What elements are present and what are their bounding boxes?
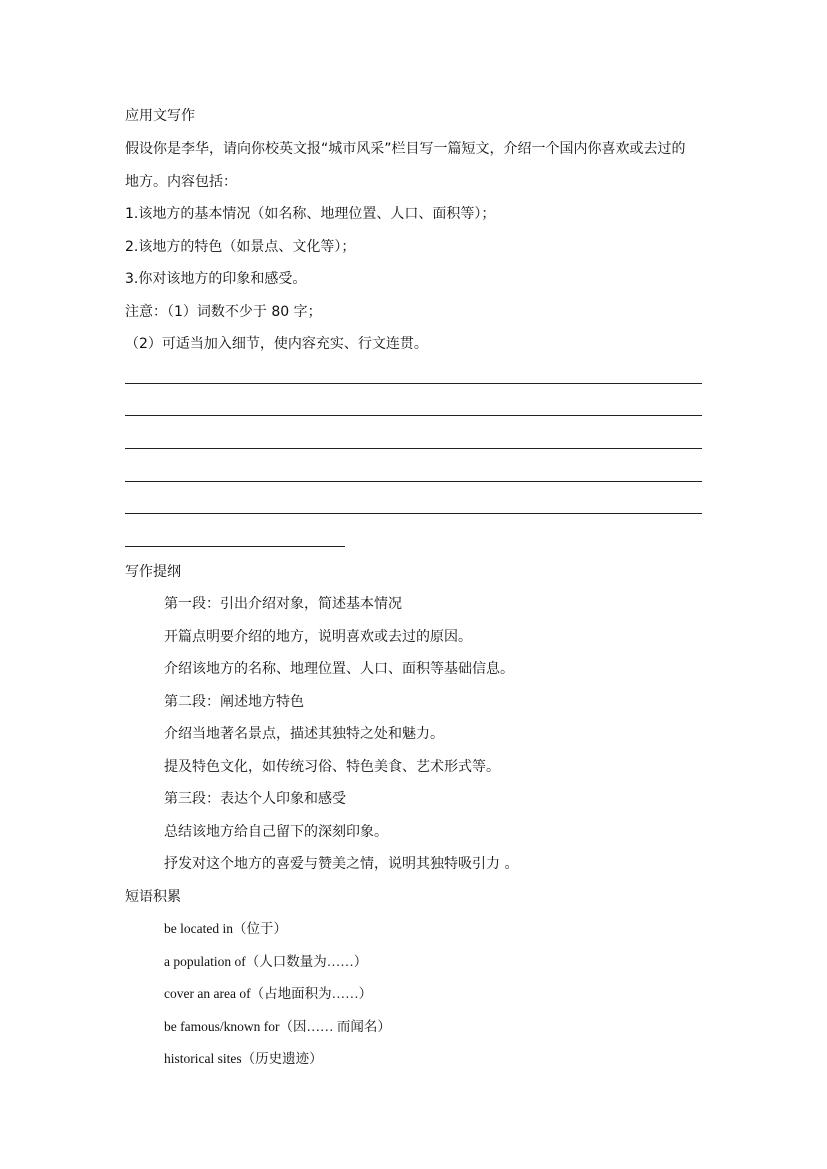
answer-line bbox=[125, 481, 702, 482]
phrases-heading: 短语积累 bbox=[125, 889, 181, 905]
phrase-item: a population of（人口数量为……） bbox=[164, 954, 368, 969]
answer-line bbox=[125, 415, 702, 416]
phrase-item: historical sites（历史遗迹） bbox=[164, 1051, 323, 1066]
answer-line-short bbox=[125, 546, 345, 547]
outline-item: 总结该地方给自己留下的深刻印象。 bbox=[164, 824, 388, 840]
outline-item: 介绍该地方的名称、地理位置、人口、面积等基础信息。 bbox=[164, 661, 514, 677]
task-prompt-line-2: 地方。内容包括： bbox=[125, 174, 237, 190]
task-title: 应用文写作 bbox=[125, 108, 195, 124]
outline-item: 第一段：引出介绍对象，简述基本情况 bbox=[164, 596, 402, 612]
answer-line bbox=[125, 383, 702, 384]
phrase-item: cover an area of（占地面积为……） bbox=[164, 986, 373, 1001]
content-point: 3.你对该地方的印象和感受。 bbox=[125, 271, 307, 287]
outline-item: 抒发对这个地方的喜爱与赞美之情，说明其独特吸引力 。 bbox=[164, 856, 519, 872]
outline-item: 介绍当地著名景点，描述其独特之处和魅力。 bbox=[164, 726, 444, 742]
outline-item: 第二段：阐述地方特色 bbox=[164, 694, 304, 710]
answer-line bbox=[125, 513, 702, 514]
content-point: 2.该地方的特色（如景点、文化等）； bbox=[125, 239, 356, 255]
phrase-item: be located in（位于） bbox=[164, 921, 287, 936]
outline-item: 第三段：表达个人印象和感受 bbox=[164, 791, 346, 807]
note-details: （2）可适当加入细节，使内容充实、行文连贯。 bbox=[125, 336, 428, 352]
content-point: 1.该地方的基本情况（如名称、地理位置、人口、面积等）； bbox=[125, 206, 496, 222]
outline-heading: 写作提纲 bbox=[125, 564, 181, 580]
outline-item: 开篇点明要介绍的地方，说明喜欢或去过的原因。 bbox=[164, 629, 472, 645]
note-word-count: 注意：（1）词数不少于 80 字； bbox=[125, 304, 322, 320]
answer-line bbox=[125, 448, 702, 449]
outline-item: 提及特色文化，如传统习俗、特色美食、艺术形式等。 bbox=[164, 759, 500, 775]
phrase-item: be famous/known for（因…… 而闻名） bbox=[164, 1019, 391, 1034]
task-prompt-line-1: 假设你是李华，请向你校英文报“城市风采”栏目写一篇短文，介绍一个国内你喜欢或去过的 bbox=[125, 141, 686, 157]
